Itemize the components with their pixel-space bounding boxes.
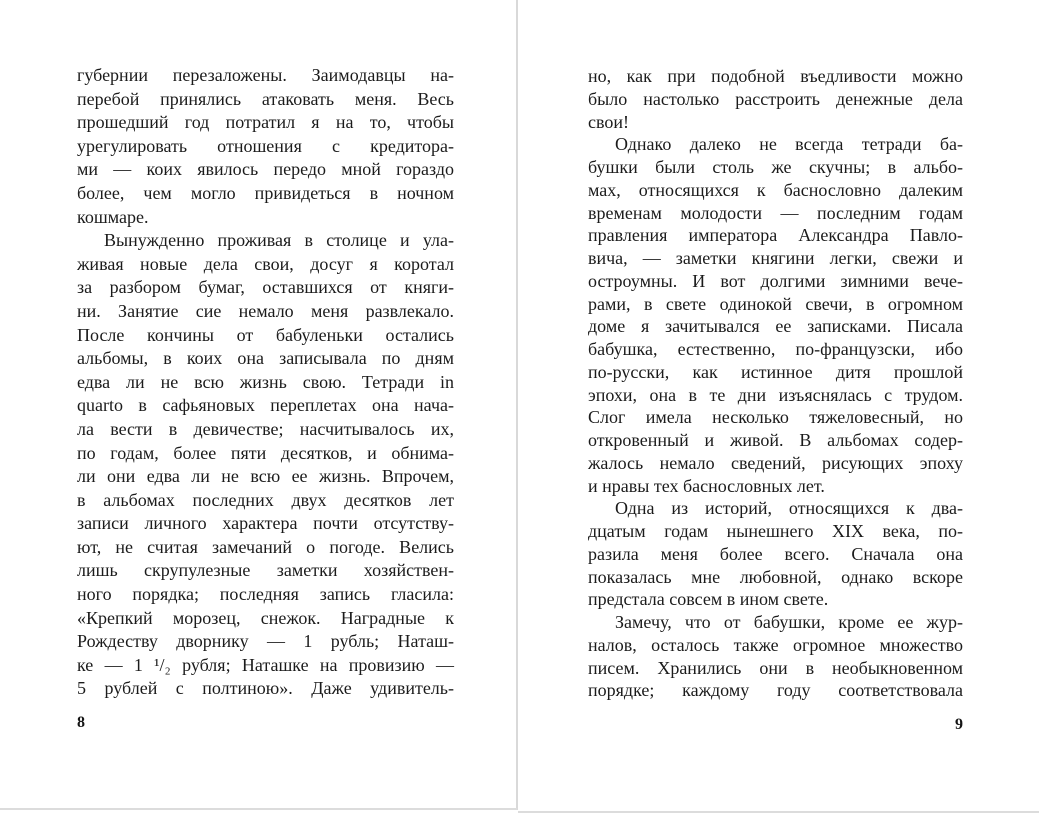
text-line: После кончины от бабуленьки остались xyxy=(77,324,454,345)
text-line: ют, не считая замечаний о погоде. Велись xyxy=(77,536,454,557)
text-line: Замечу, что от бабушки, кроме ее жур- xyxy=(615,612,963,632)
text-line: жалось немало сведений, рисующих эпоху xyxy=(588,452,963,473)
text-line: разила меня более всего. Сначала она xyxy=(588,543,963,564)
text-line: ного порядка; последняя запись гласила: xyxy=(77,584,454,605)
text-line: едва ли не всю жизнь свою. Тетради in xyxy=(77,371,454,392)
text-line: quarto в сафьяновых переплетах она нача- xyxy=(77,395,454,416)
text-line: Слог имела несколько тяжеловесный, но xyxy=(588,407,963,428)
text-line: перебой принялись атаковать меня. Весь xyxy=(77,88,454,109)
text-line: дцатым годам нынешнего XIX века, по- xyxy=(588,521,963,541)
text-line: доме я зачитывался ее записками. Писала xyxy=(588,316,963,337)
text-line: мах, относящихся к баснословно далеким xyxy=(588,179,963,200)
text-line: правления императора Александра Павло- xyxy=(588,225,963,246)
text-line: по-русски, как истинное дитя прошлой xyxy=(588,361,963,382)
text-line: Однако далеко не всегда тетради ба- xyxy=(615,134,963,155)
text-line: за разбором бумаг, оставшихся от княги- xyxy=(77,277,454,298)
text-line: налов, осталось также огромное множество xyxy=(588,634,963,655)
text-line: лишь скрупулезные заметки хозяйствен- xyxy=(77,560,454,581)
text-line: бабушка, естественно, по-французски, ибо xyxy=(588,339,963,359)
text-line: писем. Хранились они в необыкновенном xyxy=(588,657,963,678)
page-bottom-edge-left xyxy=(0,808,517,810)
text-line: бушки были столь же скучны; в альбо- xyxy=(588,157,963,177)
page-right-text-column xyxy=(588,65,963,702)
text-line: альбомы, в коих она записывала по дням xyxy=(77,348,454,369)
text-line: Рождеству дворнику — 1 рубль; Наташ- xyxy=(77,631,454,652)
page-bottom-edge-right xyxy=(518,811,1039,813)
text-line: по годам, более пяти десятков, и обнима- xyxy=(77,442,454,463)
text-line: показалась мне любовной, однако вскоре xyxy=(588,566,963,587)
text-line: вича, — заметки княгини легки, свежи и xyxy=(588,248,963,268)
text-line: губернии перезаложены. Заимодавцы на- xyxy=(77,65,454,85)
text-line: более, чем могло привидеться в ночном xyxy=(77,182,454,203)
text-line: ке — 1 ¹/₂ рубля; Наташке на провизию — xyxy=(77,654,454,675)
text-line: ми — коих явилось передо мной гораздо xyxy=(77,159,454,180)
text-line: но, как при подобной въедливости можно xyxy=(588,66,963,86)
text-line: свои! xyxy=(588,111,629,132)
page-left-text-column xyxy=(77,64,454,701)
page-number-right: 9 xyxy=(955,716,963,733)
page-number-left: 8 xyxy=(77,714,85,731)
text-line: записи личного характера почти отсутству- xyxy=(77,513,454,534)
text-line: было настолько расстроить денежные дела xyxy=(588,88,963,109)
text-line: ли они едва ли не всю ее жизнь. Впрочем, xyxy=(77,466,454,487)
text-line: ла вести в девичестве; насчитывалось их, xyxy=(77,418,454,439)
text-line: эпохи, она в те дни изъяснялась с трудом. xyxy=(588,384,963,405)
text-line: кошмаре. xyxy=(77,206,149,227)
text-line: живая новые дела свои, досуг я коротал xyxy=(77,253,454,274)
text-line: 5 рублей с полтиною». Даже удивитель- xyxy=(77,678,454,699)
text-line: в альбомах последних двух десятков лет xyxy=(77,489,454,510)
text-line: Одна из историй, относящихся к два- xyxy=(615,498,963,519)
text-line: предстала совсем в ином свете. xyxy=(588,589,829,610)
text-line: порядке; каждому году соответствовала xyxy=(588,680,963,701)
text-line: прошедший год потратил я на то, чтобы xyxy=(77,112,454,133)
text-line: «Крепкий морозец, снежок. Наградные к xyxy=(77,607,454,628)
text-line: временам молодости — последним годам xyxy=(588,202,963,223)
text-line: Вынужденно проживая в столице и ула- xyxy=(104,230,454,251)
text-line: ни. Занятие сие немало меня развлекало. xyxy=(77,300,454,321)
text-line: откровенный и живой. В альбомах содер- xyxy=(588,430,963,450)
page-gutter-divider xyxy=(516,0,518,810)
text-line: остроумны. И вот долгими зимними вече- xyxy=(588,270,963,291)
text-line: урегулировать отношения с кредитора- xyxy=(77,135,454,156)
text-line: рами, в свете одинокой свечи, в огромном xyxy=(588,293,963,314)
text-line: и нравы тех баснословных лет. xyxy=(588,475,825,496)
